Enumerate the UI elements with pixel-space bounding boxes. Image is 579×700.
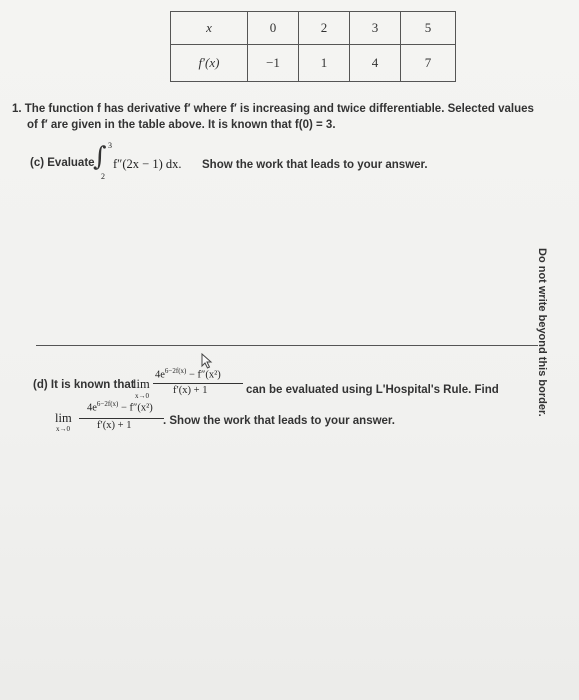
- numerator-base-2: 4e: [87, 402, 97, 414]
- table-cell: 0: [248, 12, 299, 45]
- table-cell: 4: [350, 45, 401, 82]
- numerator-rest: − f″(x²): [189, 369, 221, 381]
- integral-upper-limit: 3: [108, 141, 112, 150]
- problem-line-2: of f′ are given in the table above. It is known that f(0) = 3.: [27, 119, 336, 131]
- table-header-row: [171, 12, 456, 45]
- table-cell: 1: [299, 45, 350, 82]
- section-divider: [36, 345, 538, 346]
- table-cell: f′(x): [171, 45, 248, 82]
- fraction-denominator-2: f′(x) + 1: [97, 420, 132, 431]
- fraction-bar: [153, 383, 243, 384]
- table-cell: x: [171, 12, 248, 45]
- table-cell: 2: [299, 12, 350, 45]
- integral-lower-limit: 2: [101, 172, 105, 181]
- part-d-middle-text: can be evaluated using L'Hospital's Rule. Find: [246, 384, 499, 396]
- limit-subscript: x→0: [135, 392, 149, 400]
- part-d-label: (d) It is known that: [33, 379, 135, 391]
- limit-word-2: lim: [55, 411, 72, 425]
- table-cell: −1: [248, 45, 299, 82]
- values-table: [170, 11, 456, 82]
- limit-word: lim: [133, 377, 150, 391]
- table-cell: 7: [401, 45, 456, 82]
- fraction-numerator: [155, 367, 221, 381]
- fraction-numerator-2: [87, 400, 153, 414]
- numerator-base: 4e: [155, 369, 165, 381]
- numerator-exponent: 6−2f(x): [164, 367, 187, 375]
- numerator-rest-2: − f″(x²): [121, 402, 153, 414]
- border-note: Do not write beyond this border.: [536, 248, 548, 417]
- fraction-bar-2: [79, 418, 164, 419]
- table-row: [171, 45, 456, 82]
- table-cell: 3: [350, 12, 401, 45]
- part-c-label: (c) Evaluate: [30, 157, 95, 169]
- numerator-exponent-2: 6−2f(x): [96, 400, 119, 408]
- part-d-instruction: . Show the work that leads to your answer.: [163, 415, 395, 427]
- problem-line-1: 1. The function f has derivative f′ where f′ is increasing and twice differentiable. Selected values: [12, 103, 534, 115]
- integrand: f″(2x − 1) dx.: [113, 157, 182, 171]
- part-c-instruction: Show the work that leads to your answer.: [202, 159, 428, 171]
- table-cell: 5: [401, 12, 456, 45]
- integral-sign: ∫: [93, 142, 107, 172]
- fraction-denominator: f′(x) + 1: [173, 385, 208, 396]
- limit-subscript-2: x→0: [56, 425, 70, 433]
